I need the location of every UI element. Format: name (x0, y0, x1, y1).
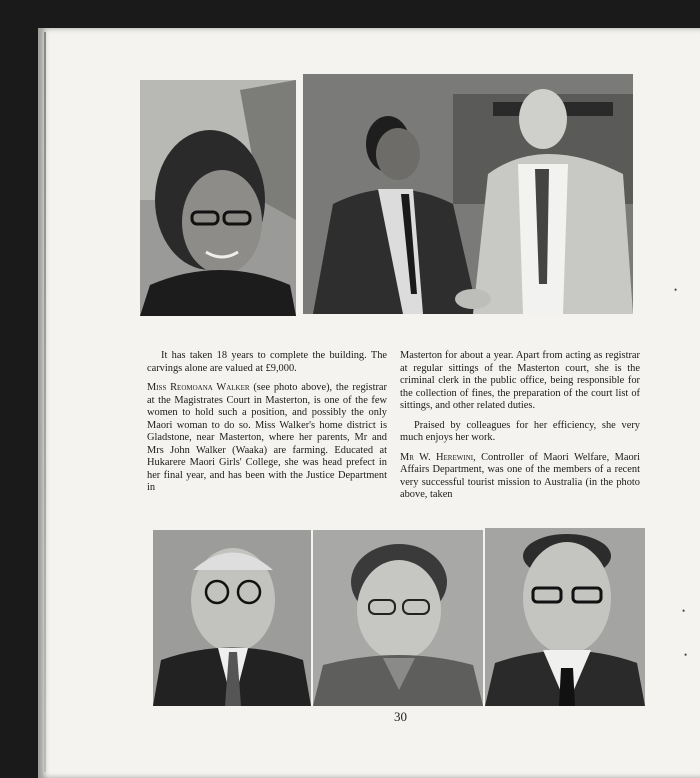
photo-man-glasses-right (485, 528, 645, 706)
paragraph-building: It has taken 18 years to complete the building. The carvings alone are valued at £9,000. (147, 350, 387, 374)
paragraph-masterton: Masterton for about a year. Apart from acting as registrar at regular sittings of the Masterton court, she is the criminal clerk in the public office, being responsible for the collection of fines, the preparation of the court list of sittings, and other related duties. (400, 350, 640, 411)
photo-woman-portrait (140, 80, 296, 316)
photo-two-men-greeting (303, 74, 633, 314)
margin-mark: • (674, 285, 678, 295)
page-number: 30 (394, 709, 407, 724)
margin-mark: • (684, 650, 688, 660)
paragraph-miss-walker (147, 382, 387, 495)
article-column-left (147, 350, 387, 502)
paragraph-miss-walker-text: (see photo above), the registrar at the Magistrates Court in Masterton, is one of the few women to hold such a position, and possibly the only Maori woman to do so. Miss Walker's home district is Gladstone, near Masterton, where her parents, Mr and Mrs John Walker (Waaka) are farming. Educated at Hukarere Maori Girls' College, she was head prefect in her final year, and has been with the Justice Department in (147, 382, 387, 493)
paragraph-herewini (400, 452, 640, 502)
photo-man-glasses-left (153, 530, 311, 706)
page-binding-edge (44, 32, 46, 772)
article-column-right (400, 350, 640, 509)
name-miss-walker: Miss Reomoana Walker (147, 382, 250, 393)
photo-woman-glasses-center (313, 530, 483, 706)
paragraph-praised: Praised by colleagues for her efficiency, she very much enjoys her work. (400, 419, 640, 443)
margin-mark: • (682, 606, 686, 616)
paragraph-herewini-text: , Controller of Maori Welfare, Maori Affairs Department, was one of the members of a recent very successful tourist mission to Australia (in the photo above, taken (400, 451, 640, 500)
name-herewini: Mr W. Herewini (400, 451, 474, 463)
